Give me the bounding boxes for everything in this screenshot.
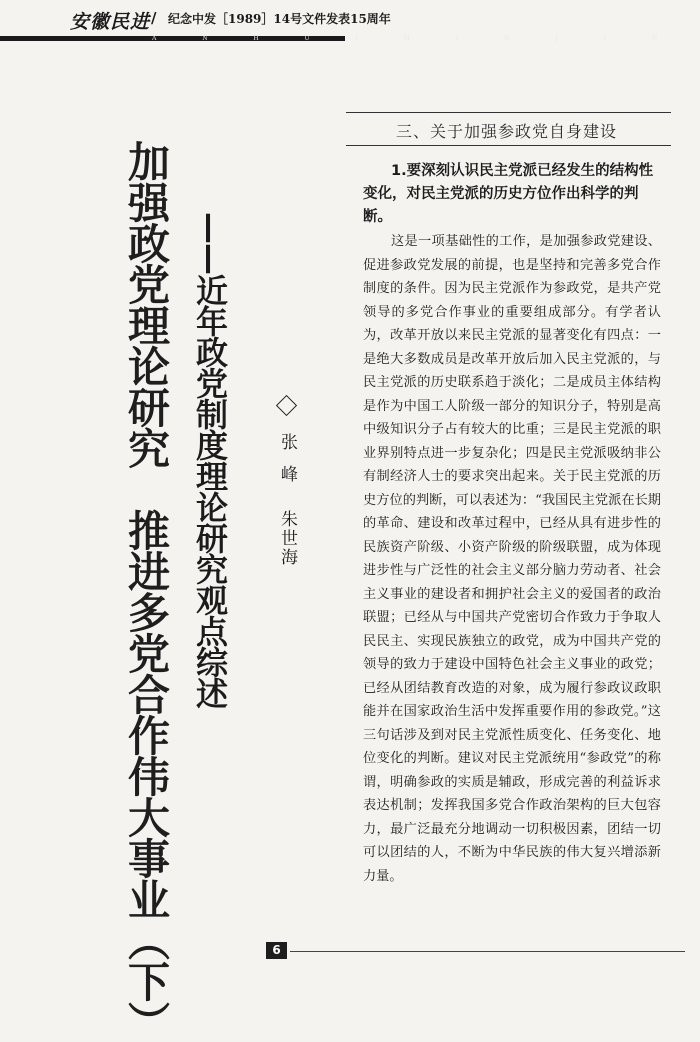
- section-bottom-rule: [346, 145, 671, 146]
- article-subtitle: ——近年政党制度理论研究观点综述: [191, 212, 229, 708]
- author-name-first: 张峰: [277, 433, 297, 497]
- section-heading: 三、关于加强参政党自身建设: [396, 122, 618, 141]
- page-header: [0, 0, 700, 46]
- section-top-rule: [346, 112, 671, 113]
- magazine-name: 安徽民进: [70, 11, 151, 33]
- author-name-second: 朱世海: [277, 510, 297, 567]
- header-separator: /: [151, 9, 157, 27]
- article-title: 加强政党理论研究 推进多党合作伟大事业（下）: [122, 140, 171, 1042]
- body-paragraph: 这是一项基础性的工作，是加强参政党建设、促进参政党发展的前提，也是坚持和完善多党合作制度的条件。因为民主党派作为参政党，是共产党领导的多党合作事业的重要组成部分。有学者认为，改革开放以来民主党派的显著变化有四点：一是绝大多数成员是改革开放后加入民主党派的，与民主党派的历史联系趋于淡化；二是成员主体结构是作为中国工人阶级一部分的知识分子，特别是高中级知识分子占有较大的比重；三是民主党派的职业界别特点进一步复杂化；四是民主党派吸纳非公有制经济人士的要求突出起来。关于民主党派的历史方位的判断，可以表述为：“我国民主党派在长期的革命、建设和改革过程中，已经从具有进步性的民族资产阶级、小资产阶级的阶级联盟，成为体现进步性与广泛性的社会主义部分脑力劳动者、社会主义事业的建设者和拥护社会主义的爱国者的政治联盟；已经从与中国共产党密切合作致力于争取人民民主、实现民族独立的政党，成为中国共产党的领导的致力于建设中国特色社会主义事业的政党；已经从团结教育改造的对象，成为履行参政议政职能并在国家政治生活中发挥重要作用的参政党。”这三句话涉及到对民主党派性质变化、任务变化、地位变化的判断。建议对民主党派统用“参政党”的称谓，明确参政的实质是辅政，形成完善的利益诉求表达机制；发挥我国多党合作政治架构的巨大包容力，最广泛最充分地调动一切积极因素，团结一切可以团结的人，不断为中华民族的伟大复兴增添新力量。: [363, 234, 661, 884]
- header-pinyin-strip: A N H U I M I N J I N: [152, 35, 680, 42]
- diamond-icon: [276, 395, 297, 416]
- header-subtitle: 纪念中发［1989］14号文件发表15周年: [168, 12, 391, 26]
- page-number: 6: [266, 942, 287, 959]
- page-footer: [0, 934, 700, 973]
- subheading: 1.要深刻认识民主党派已经发生的结构性变化，对民主党派的历史方位作出科学的判断。: [363, 163, 654, 225]
- section-heading-box: [346, 103, 671, 153]
- footer-rule: [290, 951, 685, 952]
